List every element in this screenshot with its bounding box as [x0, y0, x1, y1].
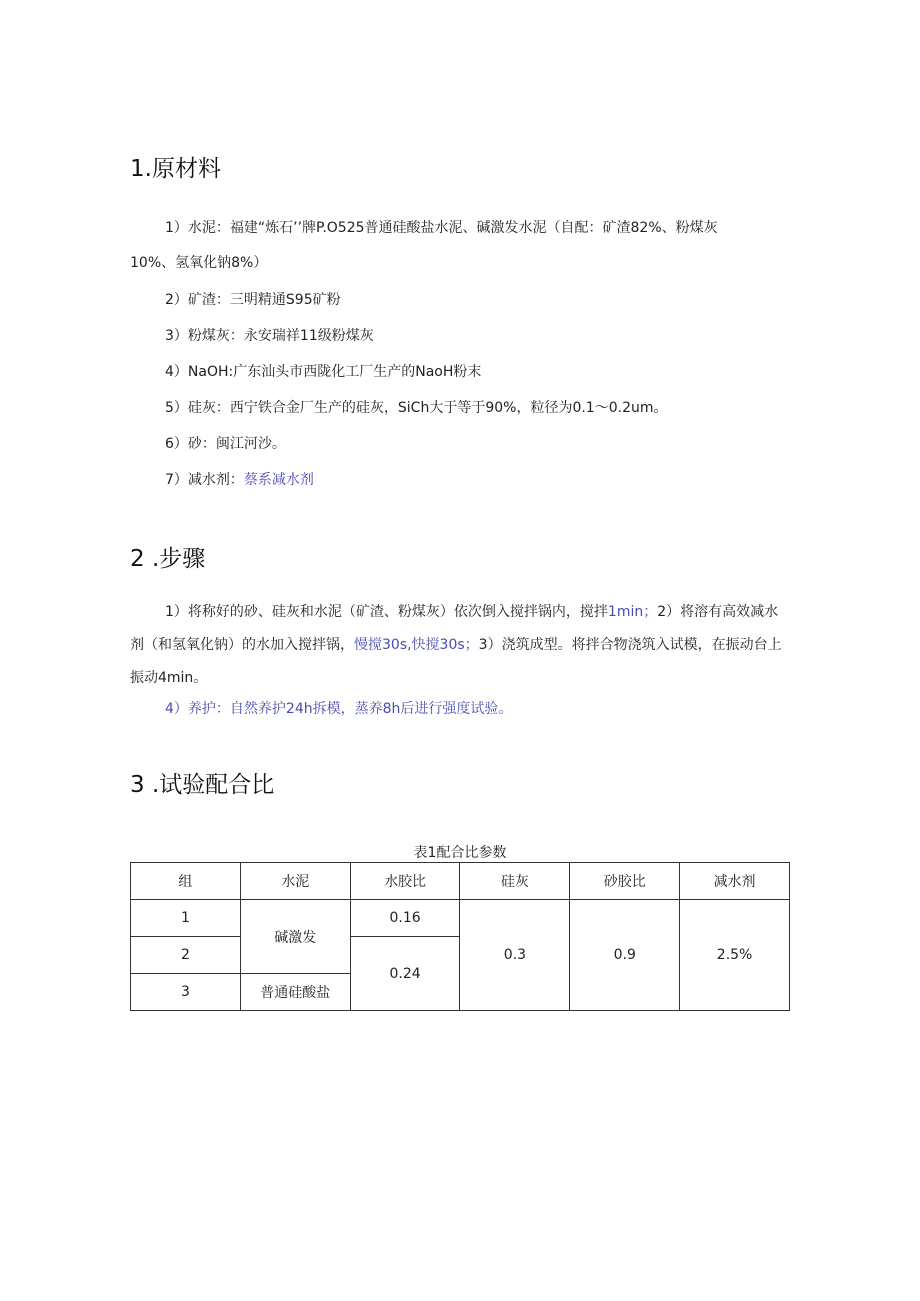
cell-water-binder: 0.24	[350, 937, 460, 1011]
cell-group: 1	[131, 900, 241, 937]
header-water-reducer: 减水剂	[680, 863, 790, 900]
material-item-flyash: 3）粉煤灰：永安瑞祥11级粉煤灰	[165, 328, 374, 344]
section-title-steps: 2 .步骤	[130, 546, 206, 572]
cell-sand-binder: 0.9	[570, 900, 680, 1011]
table-caption: 表1配合比参数	[413, 845, 507, 861]
step-1-text: 1）将称好的砂、硅灰和水泥（矿渣、粉煤灰）依次倒入搅拌锅内，搅拌	[165, 604, 608, 620]
section-title-raw-materials: 1.原材料	[130, 156, 221, 182]
header-group: 组	[131, 863, 241, 900]
cell-cement-alkali: 碱激发	[240, 900, 350, 974]
header-silica-fume: 硅灰	[460, 863, 570, 900]
section-title-mix-ratio: 3 .试验配合比	[130, 772, 275, 798]
material-item-slag: 2）矿渣：三明精通S95矿粉	[165, 292, 341, 308]
table-header-row	[131, 863, 790, 900]
material-item-silica-fume: 5）硅灰：西宁铁合金厂生产的硅灰，SiCh大于等于90%，粒径为0.1～0.2um。	[165, 400, 668, 416]
step-1-time: 1min；	[607, 604, 658, 620]
step-2-text: 2）将溶有高效减水剂（和氢氧化钠）的水加入搅拌锅，	[130, 604, 779, 653]
water-reducer-label: 7）减水剂：	[165, 472, 244, 488]
cell-silica-fume: 0.3	[460, 900, 570, 1011]
header-cement: 水泥	[240, 863, 350, 900]
material-item-cement-line2: 10%、氢氧化钠8%）	[130, 255, 268, 271]
cell-water-reducer: 2.5%	[680, 900, 790, 1011]
step-4-curing: 4）养护：自然养护24h拆模，蒸养8h后进行强度试验。	[165, 701, 513, 717]
mix-ratio-table	[130, 862, 790, 1011]
cell-group: 2	[131, 937, 241, 974]
step-2-mix: 慢搅30s,快搅30s；	[354, 637, 479, 653]
table-row	[131, 900, 790, 937]
steps-paragraph	[130, 596, 790, 695]
material-item-cement-line1: 1）水泥：福建“炼石’’牌P.O525普通硅酸盐水泥、碱激发水泥（自配：矿渣82%、粉煤灰	[165, 220, 718, 236]
material-item-water-reducer	[165, 471, 825, 489]
header-water-binder: 水胶比	[350, 863, 460, 900]
cell-group: 3	[131, 974, 241, 1011]
material-item-naoh: 4）NaOH:广东汕头市西陇化工厂生产的NaoH粉末	[165, 364, 482, 380]
step-3-text: 3）浇筑成型。将拌合物浇筑入试模，在振动台上振动4min。	[130, 637, 782, 686]
material-item-sand: 6）砂：闽江河沙。	[165, 436, 286, 452]
water-reducer-value: 蔡系减水剂	[243, 472, 314, 488]
header-sand-binder: 砂胶比	[570, 863, 680, 900]
cell-water-binder: 0.16	[350, 900, 460, 937]
cell-cement-ordinary: 普通硅酸盐	[240, 974, 350, 1011]
